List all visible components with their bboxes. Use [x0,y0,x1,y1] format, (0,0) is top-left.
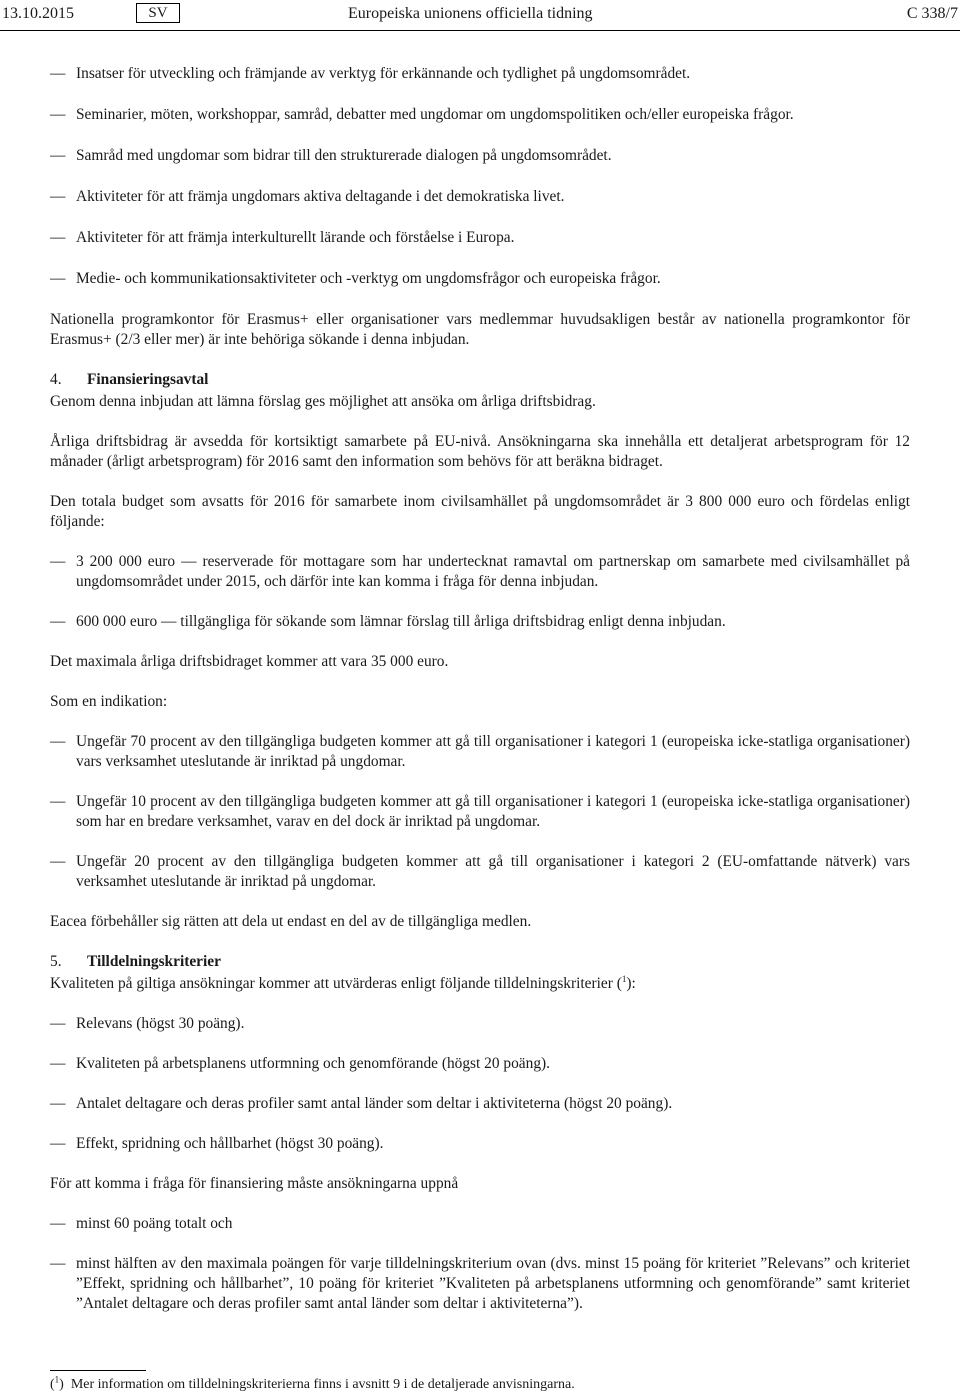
footnote-text: Mer information om tilldelningskriterierna finns i avsnitt 9 i de detaljerade anvisningarna. [70,1377,575,1392]
budget-list-item [50,612,910,632]
footnote-reference[interactable]: 1 [621,973,627,984]
document-body [50,64,910,1314]
list-item-text: minst hälften av den maximala poängen för varje tilldelningskriterium ovan (dvs. minst 15 poäng för kriteriet ”Relevans” och kriteriet ”Effekt, spridning och hållbarhet”, 10 poäng för kriteriet ”Kvaliteten på arbetsplanens utformning och genomförande” samt kriteriet ”Antalet deltagare och deras profiler samt antal länder som deltar i aktiviteterna”). [76,1255,910,1312]
dash-bullet: — [50,553,66,570]
header-date: 13.10.2015 [2,5,74,22]
paragraph: För att komma i fråga för finansiering måste ansökningarna uppnå [50,1175,459,1192]
activity-list-item [50,187,910,207]
dash-bullet: — [50,853,66,870]
list-item-text: Medie- och kommunikationsaktiviteter och -verktyg om ungdomsfrågor och europeiska frågor. [76,270,661,287]
paragraph-award-criteria [50,974,910,994]
indication-list-item [50,792,910,832]
budget-list-item [50,552,910,592]
activity-list-item [50,64,910,84]
header-language-box: SV [136,3,180,23]
paragraph: Eacea förbehåller sig rätten att dela ut endast en del av de tillgängliga medlen. [50,913,532,930]
criteria-list-item [50,1014,910,1034]
dash-bullet: — [50,188,66,205]
dash-bullet: — [50,106,66,123]
list-item-text: Aktiviteter för att främja ungdomars aktiva deltagande i det demokratiska livet. [76,188,565,205]
dash-bullet: — [50,65,66,82]
indication-list-item [50,852,910,892]
list-item-text: Relevans (högst 30 poäng). [76,1015,245,1032]
dash-bullet: — [50,793,66,810]
paragraph-text: Kvaliteten på giltiga ansökningar kommer att utvärderas enligt följande tilldelningskriterier ( [50,975,622,992]
criteria-list-item [50,1094,910,1114]
paragraph: Årliga driftsbidrag är avsedda för kortsiktigt samarbete på EU-nivå. Ansökningarna ska innehålla ett detaljerat arbetsprogram för 12 månader (årligt arbetsprogram) för 2016 samt den information som behövs för att beräkna bidraget. [50,433,910,470]
section-title: Tilldelningskriterier [87,953,221,970]
list-item-text: 600 000 euro — tillgängliga för sökande som lämnar förslag till årliga driftsbidrag enligt denna inbjudan. [76,613,726,630]
threshold-list-item [50,1214,910,1234]
indication-list-item [50,732,910,772]
header-page-reference: C 338/7 [906,5,958,22]
list-item-text: Ungefär 10 procent av den tillgängliga budgeten kommer att gå till organisationer i kategori 1 (europeiska icke-statliga organisationer) som har en bredare verksamhet, varav en del dock är inriktad på ungdomar. [76,793,910,830]
list-item-text: Aktiviteter för att främja interkulturellt lärande och förståelse i Europa. [76,229,515,246]
footnote-close: ) [59,1377,64,1392]
activity-list-item [50,105,910,125]
dash-bullet: — [50,1055,66,1072]
dash-bullet: — [50,733,66,750]
paragraph: Det maximala årliga driftsbidraget kommer att vara 35 000 euro. [50,653,449,670]
footnote-divider [50,1370,146,1371]
dash-bullet: — [50,270,66,287]
activity-list-item [50,269,910,289]
dash-bullet: — [50,1135,66,1152]
paragraph-text-end: ): [626,975,636,992]
footnote [50,1376,910,1394]
dash-bullet: — [50,147,66,164]
section-4-heading [50,370,910,390]
paragraph: Den totala budget som avsatts för 2016 för samarbete inom civilsamhället på ungdomsområdet är 3 800 000 euro och fördelas enligt följande: [50,493,910,530]
footnote-number: 1 [54,1374,60,1385]
header-journal-title: Europeiska unionens officiella tidning [348,5,593,22]
section-number: 4. [50,371,62,388]
list-item-text: Ungefär 20 procent av den tillgängliga budgeten kommer att gå till organisationer i kategori 2 (EU-omfattande nätverk) vars verksamhet uteslutande är inriktad på ungdomar. [76,853,910,890]
list-item-text: Kvaliteten på arbetsplanens utformning och genomförande (högst 20 poäng). [76,1055,550,1072]
dash-bullet: — [50,1255,66,1272]
list-item-text: minst 60 poäng totalt och [76,1215,233,1232]
dash-bullet: — [50,1015,66,1032]
paragraph: Som en indikation: [50,693,168,710]
list-item-text: Ungefär 70 procent av den tillgängliga budgeten kommer att gå till organisationer i kategori 1 (europeiska icke-statliga organisationer) vars verksamhet uteslutande är inriktad på ungdomar. [76,733,910,770]
list-item-text: Samråd med ungdomar som bidrar till den strukturerade dialogen på ungdomsområdet. [76,147,612,164]
dash-bullet: — [50,613,66,630]
dash-bullet: — [50,1095,66,1112]
page-header [0,0,960,31]
criteria-list-item [50,1134,910,1154]
section-number: 5. [50,953,62,970]
footnote-open: ( [50,1377,55,1392]
list-item-text: Seminarier, möten, workshoppar, samråd, debatter med ungdomar om ungdomspolitiken och/eller europeiska frågor. [76,106,794,123]
threshold-list-item [50,1254,910,1314]
section-5-heading [50,952,910,972]
dash-bullet: — [50,229,66,246]
paragraph: Genom denna inbjudan att lämna förslag ges möjlighet att ansöka om årliga driftsbidrag. [50,393,596,410]
criteria-list-item [50,1054,910,1074]
section-title: Finansieringsavtal [87,371,209,388]
list-item-text: Antalet deltagare och deras profiler samt antal länder som deltar i aktiviteterna (högst 20 poäng). [76,1095,673,1112]
activity-list-item [50,228,910,248]
dash-bullet: — [50,1215,66,1232]
paragraph-national-offices: Nationella programkontor för Erasmus+ eller organisationer vars medlemmar huvudsakligen består av nationella programkontor för Erasmus+ (2/3 eller mer) är inte behöriga sökande i denna inbjudan. [50,311,910,348]
list-item-text: 3 200 000 euro — reserverade för mottagare som har undertecknat ramavtal om partnerskap om samarbete med civilsamhället på ungdomsområdet under 2015, och därför inte kan komma i fråga för denna inbjudan. [76,553,910,590]
activity-list-item [50,146,910,166]
list-item-text: Insatser för utveckling och främjande av verktyg för erkännande och tydlighet på ungdomsområdet. [76,65,691,82]
list-item-text: Effekt, spridning och hållbarhet (högst 30 poäng). [76,1135,384,1152]
